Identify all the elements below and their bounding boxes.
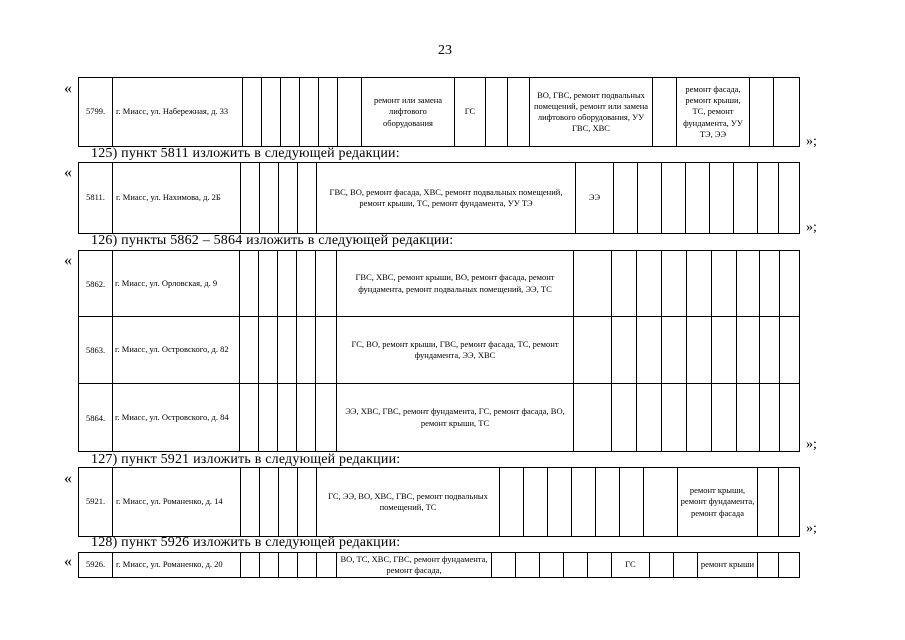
work-cell: ВО, ГВС, ремонт подвальных помещений, ремонт или замена лифтового оборудования, УУ ГВС, ХВС (529, 78, 652, 146)
column-line (277, 251, 278, 451)
empty-cell (637, 163, 661, 233)
quote-open: « (64, 470, 72, 487)
row-number: 5863. (85, 345, 106, 355)
empty-cell (297, 163, 316, 233)
empty-cell (587, 553, 611, 577)
column-line (611, 251, 612, 451)
work-cell: ЭЭ (575, 163, 613, 233)
row-number: 5921. (85, 496, 106, 507)
empty-cell (278, 163, 297, 233)
empty-cell (661, 163, 685, 233)
empty-cell (649, 553, 673, 577)
empty-cell (507, 78, 529, 146)
empty-cell (297, 553, 316, 577)
table-rows-5862-5864 (78, 250, 800, 452)
row-number: 5799. (85, 106, 106, 117)
column-line (315, 251, 316, 451)
column-line (779, 251, 780, 451)
column-line (239, 251, 240, 451)
empty-cell (757, 553, 778, 577)
row-number: 5926. (85, 559, 106, 570)
empty-cell (673, 553, 697, 577)
column-line (573, 251, 574, 451)
empty-cell (259, 468, 278, 536)
column-line (759, 251, 760, 451)
empty-cell (259, 553, 278, 577)
quote-open: « (64, 164, 72, 181)
empty-cell (515, 553, 539, 577)
heading-127: 127) пункт 5921 изложить в следующей редакции: (91, 452, 401, 467)
address-cell: г. Миасс, ул. Романенко, д. 20 (112, 553, 240, 577)
table-row-5921 (78, 467, 800, 537)
column-line (736, 251, 737, 451)
empty-cell (652, 78, 676, 146)
page-number: 23 (438, 43, 452, 58)
address-cell: г. Миасс, ул. Набережная, д. 33 (112, 78, 242, 146)
empty-cell (278, 468, 297, 536)
heading-126: 126) пункты 5862 – 5864 изложить в следующей редакции: (91, 233, 454, 248)
empty-cell (523, 468, 547, 536)
work-cell: ремонт или замена лифтового оборудования (361, 78, 454, 146)
row-number: 5811. (86, 192, 105, 203)
empty-cell (499, 468, 523, 536)
quote-open: « (64, 553, 72, 570)
quote-open: « (64, 252, 72, 269)
empty-cell (240, 163, 259, 233)
work-cell: ВО, ТС, ХВС, ГВС, ремонт фундамента, ремонт фасада, (336, 553, 491, 577)
address-cell: г. Миасс, ул. Романенко, д. 14 (112, 468, 240, 536)
empty-cell (733, 163, 757, 233)
heading-125: 125) пункт 5811 изложить в следующей редакции: (91, 146, 400, 161)
empty-cell (709, 163, 733, 233)
empty-cell (757, 163, 778, 233)
empty-cell (278, 553, 297, 577)
address-cell: г. Миасс, ул. Орловская, д. 9 (115, 277, 218, 288)
empty-cell (280, 78, 299, 146)
address-cell: г. Миасс, ул. Островского, д. 82 (115, 344, 229, 355)
empty-cell (778, 163, 799, 233)
heading-128: 128) пункт 5926 изложить в следующей редакции: (91, 535, 401, 550)
empty-cell (299, 78, 318, 146)
empty-cell (685, 163, 709, 233)
table-row-5799 (78, 77, 800, 147)
empty-cell (318, 78, 337, 146)
column-line (258, 251, 259, 451)
quote-close: »; (806, 437, 817, 452)
work-cell: ремонт крыши, ремонт фундамента, ремонт фасада (677, 468, 757, 536)
empty-cell (613, 163, 637, 233)
work-cell: ГВС, ВО, ремонт фасада, ХВС, ремонт подвальных помещений, ремонт крыши, ТС, ремонт фундамента, УУ ТЭ (316, 163, 575, 233)
work-cell: ремонт фасада, ремонт крыши, ТС, ремонт фундамента, УУ ТЭ, ЭЭ (676, 78, 749, 146)
row-number: 5862. (85, 278, 106, 289)
column-line (296, 251, 297, 451)
empty-cell (316, 553, 336, 577)
address-cell: г. Миасс, ул. Нахимова, д. 2Б (112, 163, 240, 233)
empty-cell (778, 553, 799, 577)
empty-cell (778, 468, 799, 536)
empty-cell (571, 468, 595, 536)
table-row-5811 (78, 162, 800, 234)
empty-cell (242, 78, 261, 146)
empty-cell (240, 468, 259, 536)
work-cell: ремонт крыши (697, 553, 757, 577)
column-line (661, 251, 662, 451)
empty-cell (757, 468, 778, 536)
empty-cell (595, 468, 619, 536)
quote-open: « (64, 80, 72, 97)
empty-cell (259, 163, 278, 233)
column-line (711, 251, 712, 451)
empty-cell (491, 553, 515, 577)
empty-cell (485, 78, 507, 146)
empty-cell (539, 553, 563, 577)
work-cell: ГС (611, 553, 649, 577)
work-cell: ГВС, ХВС, ремонт крыши, ВО, ремонт фасада, ремонт фундамента, ремонт подвальных помещений, ЭЭ, ТС (355, 272, 555, 294)
row-number: 5864. (85, 412, 106, 423)
empty-cell (547, 468, 571, 536)
address-cell: г. Миасс, ул. Островского, д. 84 (115, 411, 229, 422)
empty-cell (773, 78, 799, 146)
column-line (686, 251, 687, 451)
empty-cell (261, 78, 280, 146)
quote-close: »; (806, 521, 817, 536)
quote-close: »; (806, 134, 817, 149)
work-cell: ГС, ЭЭ, ВО, ХВС, ГВС, ремонт подвальных помещений, ТС (316, 468, 499, 536)
empty-cell (240, 553, 259, 577)
empty-cell (337, 78, 361, 146)
column-line (112, 251, 113, 451)
work-cell: ЭЭ, ХВС, ГВС, ремонт фундамента, ГС, ремонт фасада, ВО, ремонт крыши, ТС (345, 406, 565, 428)
empty-cell (643, 468, 677, 536)
empty-cell (619, 468, 643, 536)
empty-cell (297, 468, 316, 536)
quote-close: »; (806, 220, 817, 235)
table-row-5926 (78, 552, 800, 578)
empty-cell (749, 78, 773, 146)
work-cell: ГС (454, 78, 485, 146)
work-cell: ГС, ВО, ремонт крыши, ГВС, ремонт фасада, ТС, ремонт фундамента, ЭЭ, ХВС (351, 338, 559, 360)
column-line (636, 251, 637, 451)
empty-cell (563, 553, 587, 577)
